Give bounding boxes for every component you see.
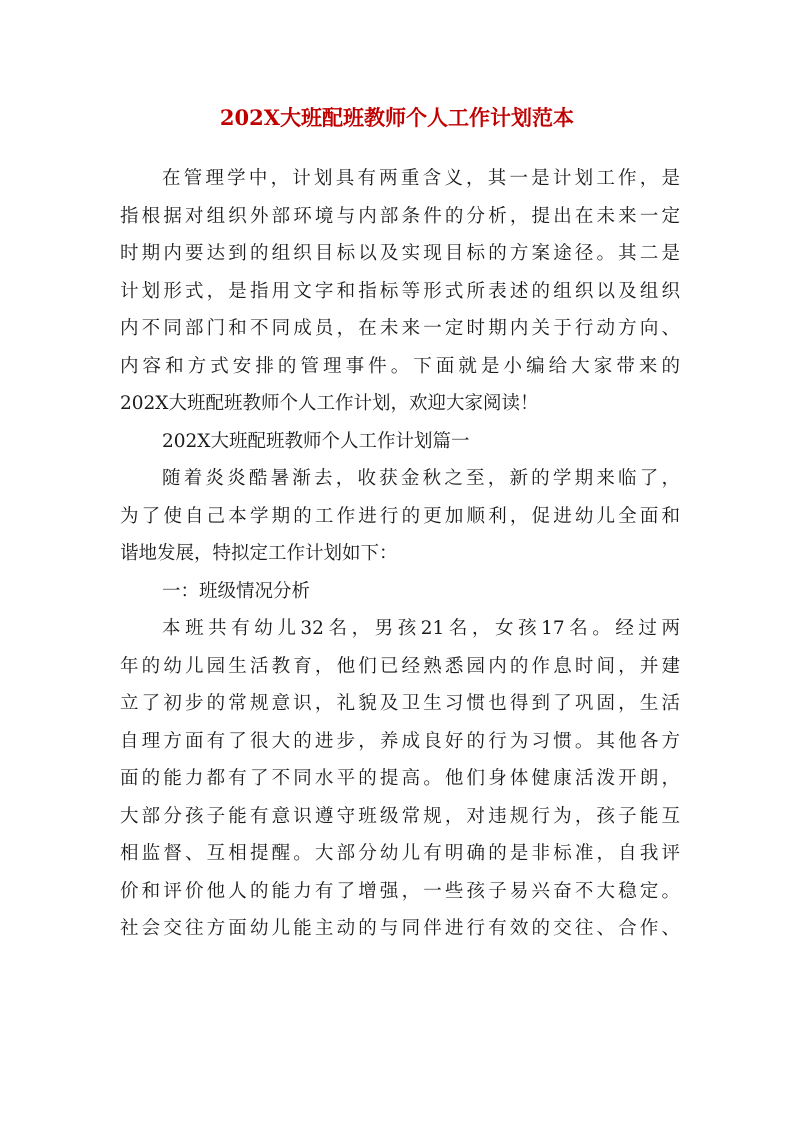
paragraph-line: 立了初步的常规意识，礼貌及卫生习惯也得到了巩固，生活 (120, 693, 680, 714)
paragraph-line: 202X大班配班教师个人工作计划，欢迎大家阅读！ (120, 393, 539, 414)
paragraph-line: 年的幼儿园生活教育，他们已经熟悉园内的作息时间，并建 (120, 655, 680, 677)
paragraph-line: 社会交往方面幼儿能主动的与同伴进行有效的交往、合作、 (120, 918, 680, 939)
paragraph-line: 内容和方式安排的管理事件。下面就是小编给大家带来的 (120, 355, 680, 377)
paragraph-line: 面的能力都有了不同水平的提高。他们身体健康活泼开朗， (120, 768, 680, 789)
paragraph-line: 计划形式，是指用文字和指标等形式所表述的组织以及组织 (120, 280, 680, 302)
paragraph-line: 随着炎炎酷暑渐去，收获金秋之至，新的学期来临了， (162, 468, 680, 489)
paragraph-line: 指根据对组织外部环境与内部条件的分析，提出在未来一定 (120, 205, 680, 227)
subsection-heading: 一：班级情况分析 (162, 580, 311, 602)
paragraph-line: 谐地发展，特拟定工作计划如下： (120, 543, 398, 564)
paragraph-line: 在管理学中，计划具有两重含义，其一是计划工作，是 (162, 168, 680, 189)
paragraph-line: 价和评价他人的能力有了增强，一些孩子易兴奋不大稳定。 (120, 880, 680, 902)
paragraph-line: 本班共有幼儿32名，男孩21名，女孩17名。经过两 (162, 618, 680, 639)
paragraph-line: 内不同部门和不同成员，在未来一定时期内关于行动方向、 (120, 318, 680, 339)
document-title: 202X大班配班教师个人工作计划范本 (219, 105, 575, 130)
document-body (120, 163, 680, 951)
paragraph-line: 相监督、互相提醒。大部分幼儿有明确的是非标准，自我评 (120, 843, 680, 864)
section-heading: 202X大班配班教师个人工作计划篇一 (162, 430, 470, 452)
paragraph-line: 时期内要达到的组织目标以及实现目标的方案途径。其二是 (120, 243, 680, 264)
paragraph-line: 为了使自己本学期的工作进行的更加顺利，促进幼儿全面和 (120, 505, 680, 527)
paragraph-line: 自理方面有了很大的进步，养成良好的行为习惯。其他各方 (120, 730, 680, 752)
paragraph-line: 大部分孩子能有意识遵守班级常规，对违规行为，孩子能互 (120, 805, 680, 827)
